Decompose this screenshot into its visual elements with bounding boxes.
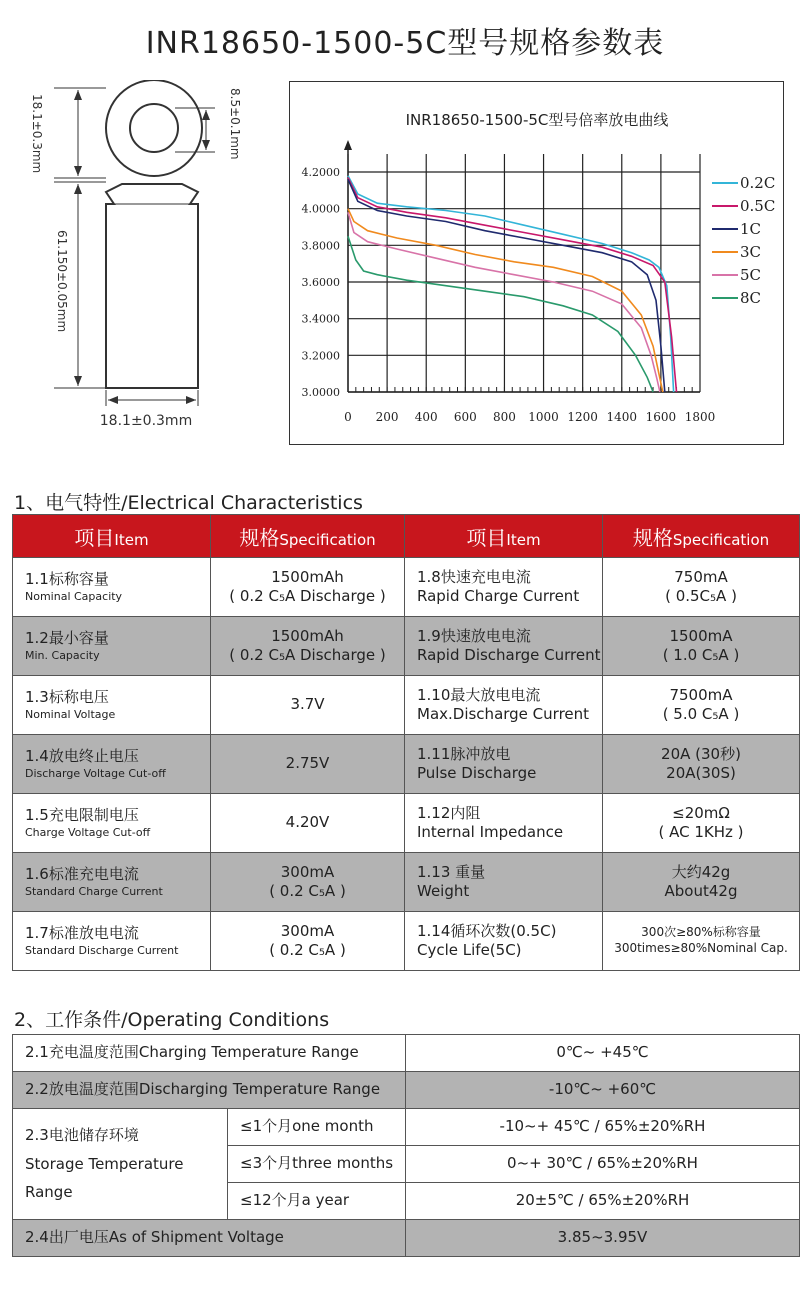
legend-label-1C: 1C xyxy=(740,220,762,238)
dim-top-right-label: 8.5±0.1mm xyxy=(228,88,242,160)
storage-period: ≤1个月one month xyxy=(228,1109,406,1146)
item-cell: 1.10最大放电电流 Max.Discharge Current xyxy=(405,676,603,735)
spec-cell: 7500mA ( 5.0 C₅A ) xyxy=(603,676,800,735)
y-axis-arrow xyxy=(344,140,352,150)
y-tick-label: 3.0000 xyxy=(301,386,340,399)
operating-conditions-table xyxy=(12,1034,800,1257)
table-row xyxy=(13,1035,800,1072)
storage-label: 2.3电池储存环境 Storage Temperature Range xyxy=(13,1109,228,1220)
x-tick-label: 1200 xyxy=(567,410,598,424)
y-tick-label: 3.4000 xyxy=(301,312,340,326)
storage-value: 0~+ 30℃ / 65%±20%RH xyxy=(406,1146,800,1183)
dim-top-left-label: 18.1±0.3mm xyxy=(30,94,44,174)
legend-label-0.5C: 0.5C xyxy=(740,197,776,215)
table-row xyxy=(13,617,800,676)
spec-cell: 3.7V xyxy=(211,676,405,735)
dim-length-label: 61.150±0.05mm xyxy=(55,230,69,333)
storage-period: ≤12个月a year xyxy=(228,1183,406,1220)
spec-cell: 300次≥80%标称容量 300times≥80%Nominal Cap. xyxy=(603,912,800,971)
dim-bottom-label: 18.1±0.3mm xyxy=(99,413,193,429)
y-tick-label: 3.8000 xyxy=(301,239,340,253)
condition-value: 3.85~3.95V xyxy=(406,1220,800,1257)
header-item-1: 项目Item xyxy=(13,515,211,558)
electrical-table xyxy=(12,514,800,971)
legend-label-8C: 8C xyxy=(740,289,762,307)
item-cell: 1.6标准充电电流 Standard Charge Current xyxy=(13,853,211,912)
y-tick-label: 3.2000 xyxy=(301,349,340,363)
spec-cell: 300mA ( 0.2 C₅A ) xyxy=(211,912,405,971)
table-row xyxy=(13,1220,800,1257)
table-row xyxy=(13,853,800,912)
legend-label-5C: 5C xyxy=(740,266,762,284)
battery-side-view xyxy=(106,184,198,388)
spec-cell: 300mA ( 0.2 C₅A ) xyxy=(211,853,405,912)
series-line-3C xyxy=(348,209,663,392)
item-cell: 1.7标准放电电流 Standard Discharge Current xyxy=(13,912,211,971)
item-cell: 1.14循环次数(0.5C) Cycle Life(5C) xyxy=(405,912,603,971)
x-tick-label: 1400 xyxy=(606,410,638,424)
storage-value: -10~+ 45℃ / 65%±20%RH xyxy=(406,1109,800,1146)
spec-cell: 1500mAh ( 0.2 C₅A Discharge ) xyxy=(211,617,405,676)
table-row xyxy=(13,1109,800,1146)
item-cell: 1.13 重量 Weight xyxy=(405,853,603,912)
header-spec-2: 规格Specification xyxy=(603,515,800,558)
x-tick-label: 200 xyxy=(375,410,399,424)
table-row xyxy=(13,1072,800,1109)
spec-cell: 2.75V xyxy=(211,735,405,794)
legend-label-0.2C: 0.2C xyxy=(740,174,776,192)
y-tick-label: 4.2000 xyxy=(301,166,340,179)
x-tick-label: 600 xyxy=(453,410,477,424)
discharge-chart xyxy=(290,82,783,444)
item-cell: 1.11脉冲放电 Pulse Discharge xyxy=(405,735,603,794)
x-tick-label: 800 xyxy=(492,410,516,424)
item-cell: 1.12内阻 Internal Impedance xyxy=(405,794,603,853)
battery-top-outer-circle xyxy=(106,80,202,176)
table-row xyxy=(13,794,800,853)
series-line-1C xyxy=(348,179,665,392)
item-cell: 1.5充电限制电压 Charge Voltage Cut-off xyxy=(13,794,211,853)
section1-title: 1、电气特性/Electrical Characteristics xyxy=(14,492,363,514)
table-row xyxy=(13,676,800,735)
spec-cell: 1500mA ( 1.0 C₅A ) xyxy=(603,617,800,676)
item-cell: 1.4放电终止电压 Discharge Voltage Cut-off xyxy=(13,735,211,794)
condition-value: 0℃~ +45℃ xyxy=(406,1035,800,1072)
discharge-chart-frame xyxy=(289,81,784,445)
item-cell: 1.8快速充电电流 Rapid Charge Current xyxy=(405,558,603,617)
condition-label: 2.2放电温度范围Discharging Temperature Range xyxy=(13,1072,406,1109)
condition-label: 2.1充电温度范围Charging Temperature Range xyxy=(13,1035,406,1072)
item-cell: 1.3标称电压 Nominal Voltage xyxy=(13,676,211,735)
table-header-row xyxy=(13,515,800,558)
condition-value: -10℃~ +60℃ xyxy=(406,1072,800,1109)
table-row xyxy=(13,735,800,794)
spec-cell: 1500mAh ( 0.2 C₅A Discharge ) xyxy=(211,558,405,617)
condition-label: 2.4出厂电压As of Shipment Voltage xyxy=(13,1220,406,1257)
x-tick-label: 1600 xyxy=(645,410,677,424)
battery-top-inner-circle xyxy=(130,104,178,152)
x-tick-label: 1000 xyxy=(528,410,559,424)
y-tick-label: 4.0000 xyxy=(301,202,340,216)
x-tick-label: 400 xyxy=(414,410,438,424)
series-line-0.5C xyxy=(348,178,677,393)
table-row xyxy=(13,912,800,971)
spec-cell: ≤20mΩ ( AC 1KHz ) xyxy=(603,794,800,853)
item-cell: 1.9快速放电电流 Rapid Discharge Current xyxy=(405,617,603,676)
battery-drawing xyxy=(0,80,260,440)
storage-value: 20±5℃ / 65%±20%RH xyxy=(406,1183,800,1220)
x-tick-label: 1800 xyxy=(684,410,716,424)
y-tick-label: 3.6000 xyxy=(301,276,340,289)
page-title: INR18650-1500-5C型号规格参数表 xyxy=(145,26,665,61)
table-row xyxy=(13,558,800,617)
section2-title: 2、工作条件/Operating Conditions xyxy=(14,1009,330,1031)
legend-label-3C: 3C xyxy=(740,243,762,261)
header-item-2: 项目Item xyxy=(405,515,603,558)
spec-cell: 750mA ( 0.5C₅A ) xyxy=(603,558,800,617)
chart-title: INR18650-1500-5C型号倍率放电曲线 xyxy=(405,111,669,129)
item-cell: 1.1标称容量 Nominal Capacity xyxy=(13,558,211,617)
header-spec-1: 规格Specification xyxy=(211,515,405,558)
spec-cell: 大约42g About42g xyxy=(603,853,800,912)
x-tick-label: 0 xyxy=(344,410,352,424)
item-cell: 1.2最小容量 Min. Capacity xyxy=(13,617,211,676)
spec-cell: 4.20V xyxy=(211,794,405,853)
storage-period: ≤3个月three months xyxy=(228,1146,406,1183)
spec-cell: 20A (30秒) 20A(30S) xyxy=(603,735,800,794)
